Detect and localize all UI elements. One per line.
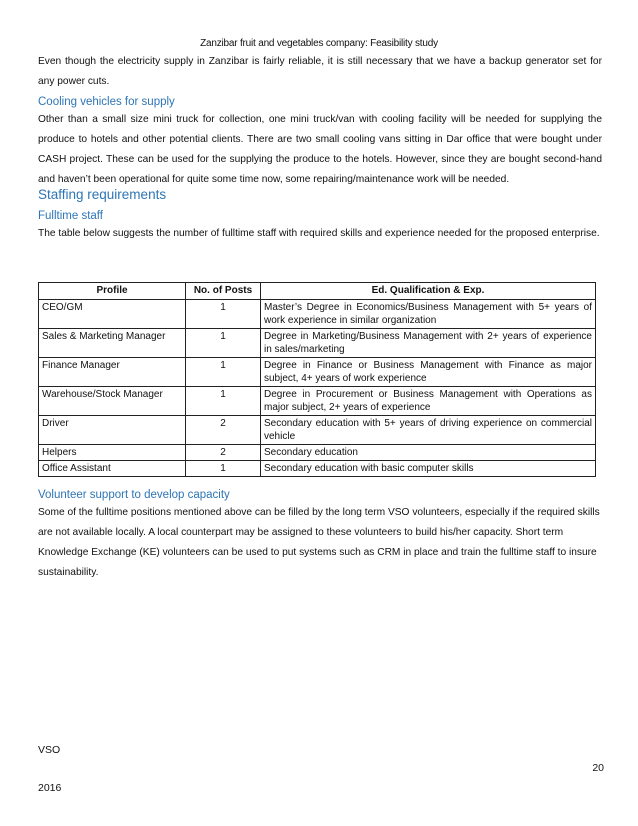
page-header: Zanzibar fruit and vegetables company: Feasibility study [200,38,438,49]
profile-cell: Helpers [39,445,186,461]
staffing-table [38,282,596,477]
qualification-cell: Secondary education [261,445,596,461]
table-row [39,300,596,329]
footer-year: 2016 [38,782,62,794]
table-row [39,461,596,477]
staffing-requirements-heading: Staffing requirements [38,187,167,202]
posts-cell: 1 [186,387,261,416]
cooling-vehicles-paragraph: Other than a small size mini truck for collection, one mini truck/van with cooling facility will be needed for supplying the produce to hotels and other potential clients. There are two small cooling vans sitting in Dar office that were bought under CASH project. These can be used for the supplying the produce to the hotels. However, since they are bought second-hand and haven’t been operational for quite some time now, some repairing/maintenance work will be needed. [38,114,602,185]
posts-cell: 1 [186,461,261,477]
profile-cell: Office Assistant [39,461,186,477]
table-row [39,416,596,445]
posts-cell: 1 [186,300,261,329]
qualification-cell: Secondary education with 5+ years of driving experience on commercial vehicle [261,416,596,445]
posts-cell: 1 [186,358,261,387]
footer-organization: VSO [38,744,61,756]
qualification-cell: Degree in Marketing/Business Management with 2+ years of experience in sales/marketing [261,329,596,358]
table-row [39,329,596,358]
table-row [39,445,596,461]
posts-cell: 2 [186,445,261,461]
profile-cell: CEO/GM [39,300,186,329]
profile-cell: Finance Manager [39,358,186,387]
posts-cell: 1 [186,329,261,358]
fulltime-staff-heading: Fulltime staff [38,210,103,222]
qualification-cell: Secondary education with basic computer skills [261,461,596,477]
volunteer-support-paragraph: Some of the fulltime positions mentioned above can be filled by the long term VSO volunteers, especially if the required skills are not available locally. A local counterpart may be assigned to these volunteers to build his/her capacity. Short term Knowledge Exchange (KE) volunteers can be used to put systems such as CRM in place and train the fulltime staff to insure sustainability. [38,507,600,578]
page-number: 20 [592,762,604,774]
qualification-cell: Degree in Procurement or Business Management with Operations as major subject, 2+ years of experience [261,387,596,416]
column-header-posts: No. of Posts [186,283,261,300]
profile-cell: Sales & Marketing Manager [39,329,186,358]
profile-cell: Driver [39,416,186,445]
posts-cell: 2 [186,416,261,445]
qualification-cell: Degree in Finance or Business Management with Finance as major subject, 4+ years of work experience [261,358,596,387]
qualification-cell: Master’s Degree in Economics/Business Management with 5+ years of work experience in similar organization [261,300,596,329]
cooling-vehicles-heading: Cooling vehicles for supply [38,96,175,108]
column-header-qualification: Ed. Qualification & Exp. [261,283,596,300]
table-row [39,387,596,416]
intro-paragraph: Even though the electricity supply in Zanzibar is fairly reliable, it is still necessary that we have a backup generator set for any power cuts. [38,56,602,87]
table-row [39,358,596,387]
table-header-row [39,283,596,300]
column-header-profile: Profile [39,283,186,300]
fulltime-staff-paragraph: The table below suggests the number of fulltime staff with required skills and experience needed for the proposed enterprise. [38,228,600,239]
profile-cell: Warehouse/Stock Manager [39,387,186,416]
volunteer-support-heading: Volunteer support to develop capacity [38,489,230,501]
